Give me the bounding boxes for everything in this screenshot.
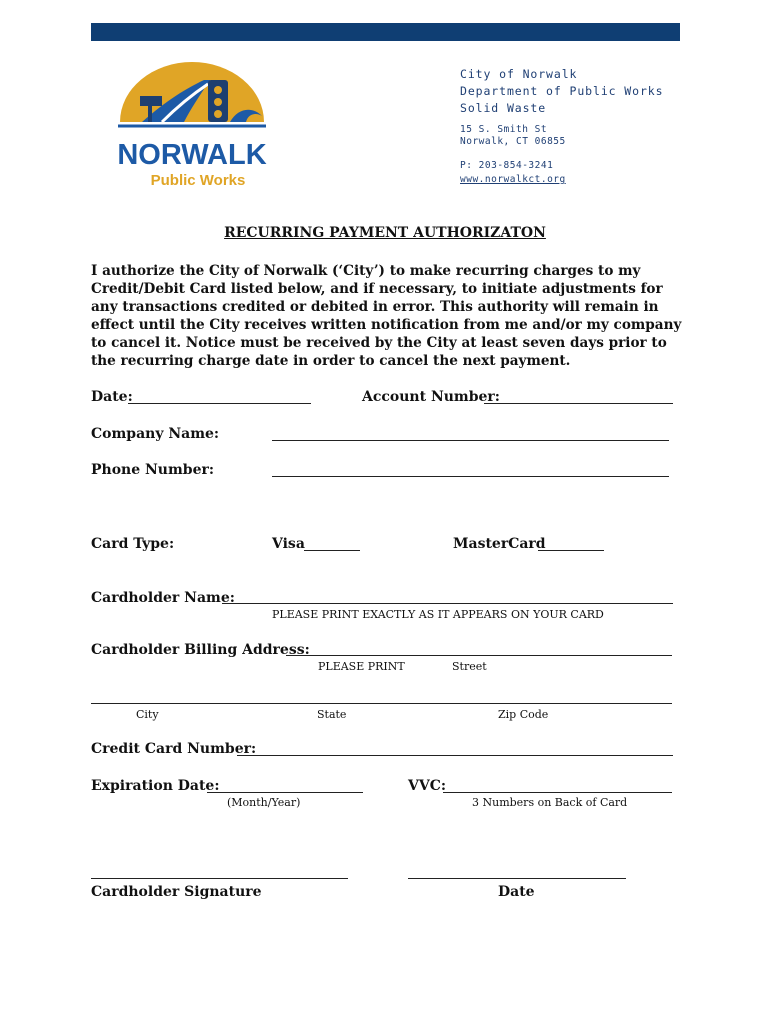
state-hint: State <box>317 708 347 721</box>
date-label: Date: <box>91 389 133 405</box>
authorization-text: I authorize the City of Norwalk (‘City’) to make recurring charges to my Credit/Debit Card listed below, and if necessary, to initiate adjustments for any transactions credited or debited in error. This authority will remain in effect until the City receives written notification from me and/or my company to cancel it. Notice must be received by the City at least seven days prior to the recurring charge date in order to cancel the next payment. <box>91 263 682 369</box>
form-title: RECURRING PAYMENT AUTHORIZATON <box>224 225 546 241</box>
company-name-field[interactable] <box>272 440 669 441</box>
norwalk-public-works-logo <box>112 60 272 190</box>
please-print-hint: PLEASE PRINT <box>318 660 405 673</box>
expiration-date-label: Expiration Date: <box>91 778 220 794</box>
org-line-division: Solid Waste <box>460 101 547 115</box>
vvc-hint: 3 Numbers on Back of Card <box>472 796 628 809</box>
account-number-field[interactable] <box>484 403 673 404</box>
phone-number-label: Phone Number: <box>91 462 215 478</box>
phone-number: P: 203-854-3241 <box>460 160 554 171</box>
cardholder-name-field[interactable] <box>222 603 673 604</box>
org-line-department: Department of Public Works <box>460 84 664 98</box>
org-line-city: City of Norwalk <box>460 67 578 81</box>
logo-text: NORWALK <box>117 139 267 171</box>
address-block <box>460 124 566 186</box>
account-number-label: Account Number: <box>362 389 500 405</box>
billing-address-label: Cardholder Billing Address: <box>91 642 310 658</box>
billing-city-state-zip-field[interactable] <box>91 703 672 704</box>
card-type-label: Card Type: <box>91 536 175 552</box>
visa-field[interactable] <box>304 550 360 551</box>
logo-subtext: Public Works <box>150 172 246 189</box>
signature-date-field[interactable] <box>408 878 626 879</box>
city-hint: City <box>136 708 159 721</box>
signature-date-label: Date <box>498 884 535 900</box>
address-street: 15 S. Smith St <box>460 124 548 135</box>
expiration-date-field[interactable] <box>207 792 363 793</box>
phone-number-field[interactable] <box>272 476 669 477</box>
date-field[interactable] <box>128 403 311 404</box>
expiration-hint: (Month/Year) <box>227 796 301 809</box>
header-bar <box>91 23 680 41</box>
website-link[interactable]: www.norwalkct.org <box>460 174 566 185</box>
street-hint: Street <box>452 660 487 673</box>
credit-card-number-field[interactable] <box>237 755 673 756</box>
company-name-label: Company Name: <box>91 426 220 442</box>
billing-street-field[interactable] <box>286 655 672 656</box>
cardholder-name-hint: PLEASE PRINT EXACTLY AS IT APPEARS ON YOUR CARD <box>272 608 604 621</box>
vvc-field[interactable] <box>443 792 672 793</box>
vvc-label: VVC: <box>408 778 447 794</box>
mastercard-label: MasterCard <box>453 536 546 552</box>
organization-block <box>460 66 663 117</box>
cardholder-name-label: Cardholder Name: <box>91 590 235 606</box>
signature-field[interactable] <box>91 878 348 879</box>
visa-label: Visa <box>272 536 305 552</box>
credit-card-number-label: Credit Card Number: <box>91 741 257 757</box>
signature-label: Cardholder Signature <box>91 884 262 900</box>
zip-code-hint: Zip Code <box>498 708 549 721</box>
mastercard-field[interactable] <box>538 550 604 551</box>
address-city: Norwalk, CT 06855 <box>460 136 566 147</box>
